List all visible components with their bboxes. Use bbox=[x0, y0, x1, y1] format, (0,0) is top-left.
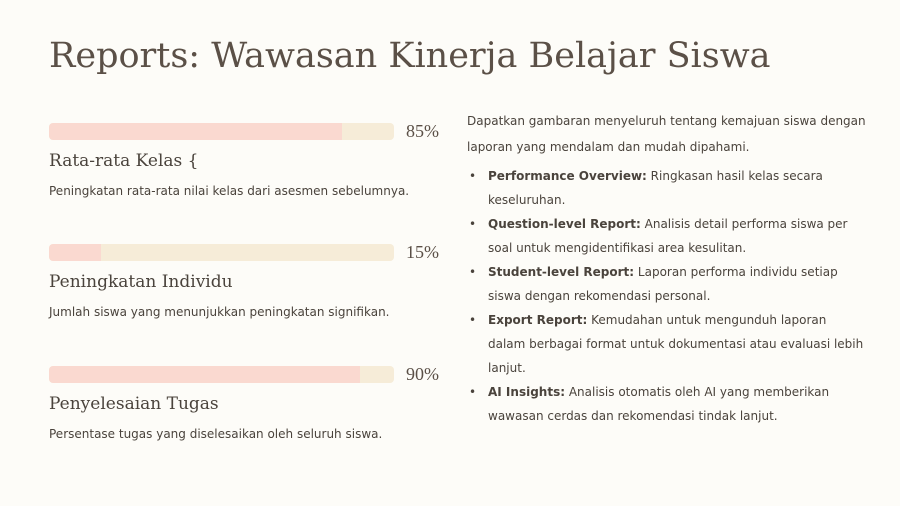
feature-item bbox=[467, 260, 867, 308]
metric-percent: 85% bbox=[406, 120, 439, 141]
feature-item bbox=[467, 212, 867, 260]
bullet-icon: • bbox=[469, 169, 477, 183]
progress-bar bbox=[49, 123, 394, 140]
feature-text: Kemudahan untuk mengunduh laporan dalam berbagai format untuk dokumentasi atau evaluasi lebih lanjut. bbox=[488, 313, 864, 375]
page-title: Reports: Wawasan Kinerja Belajar Siswa bbox=[49, 36, 771, 76]
metric-percent: 90% bbox=[406, 363, 439, 384]
progress-bar bbox=[49, 366, 394, 383]
bullet-icon: • bbox=[469, 217, 477, 231]
intro-text: Dapatkan gambaran menyeluruh tentang kemajuan siswa dengan laporan yang mendalam dan mudah dipahami. bbox=[467, 114, 866, 154]
feature-item bbox=[467, 164, 867, 212]
progress-bar-fill bbox=[49, 244, 101, 261]
feature-name: Student-level Report: bbox=[488, 265, 635, 279]
metric-title: Rata-rata Kelas { bbox=[49, 151, 199, 171]
bullet-icon: • bbox=[469, 265, 477, 279]
metric-description: Jumlah siswa yang menunjukkan peningkatan signifikan. bbox=[49, 305, 390, 319]
feature-text: Analisis detail performa siswa per soal untuk mengidentifikasi area kesulitan. bbox=[488, 217, 848, 255]
feature-list bbox=[467, 164, 867, 428]
feature-text: Laporan performa individu setiap siswa dengan rekomendasi personal. bbox=[488, 265, 838, 303]
feature-name: Performance Overview: bbox=[488, 169, 647, 183]
feature-text: Analisis otomatis oleh AI yang memberikan wawasan cerdas dan rekomendasi tindak lanjut. bbox=[488, 385, 830, 423]
metric-description: Persentase tugas yang diselesaikan oleh seluruh siswa. bbox=[49, 427, 383, 441]
feature-item bbox=[467, 308, 867, 380]
progress-bar-fill bbox=[49, 366, 360, 383]
metric-card-individual-improvement bbox=[49, 242, 439, 319]
metric-card-task-completion bbox=[49, 364, 439, 441]
feature-item bbox=[467, 380, 867, 428]
metric-description: Peningkatan rata-rata nilai kelas dari asesmen sebelumnya. bbox=[49, 184, 410, 198]
feature-text: Ringkasan hasil kelas secara keseluruhan. bbox=[488, 169, 823, 207]
metric-card-class-average bbox=[49, 121, 439, 198]
metric-title: Penyelesaian Tugas bbox=[49, 394, 219, 414]
metric-title: Peningkatan Individu bbox=[49, 272, 233, 292]
bullet-icon: • bbox=[469, 385, 477, 399]
feature-name: Export Report: bbox=[488, 313, 588, 327]
metric-percent: 15% bbox=[406, 241, 439, 262]
feature-name: Question-level Report: bbox=[488, 217, 641, 231]
progress-bar-fill bbox=[49, 123, 342, 140]
bullet-icon: • bbox=[469, 313, 477, 327]
features-panel bbox=[467, 108, 867, 428]
feature-name: AI Insights: bbox=[488, 385, 566, 399]
progress-bar bbox=[49, 244, 394, 261]
